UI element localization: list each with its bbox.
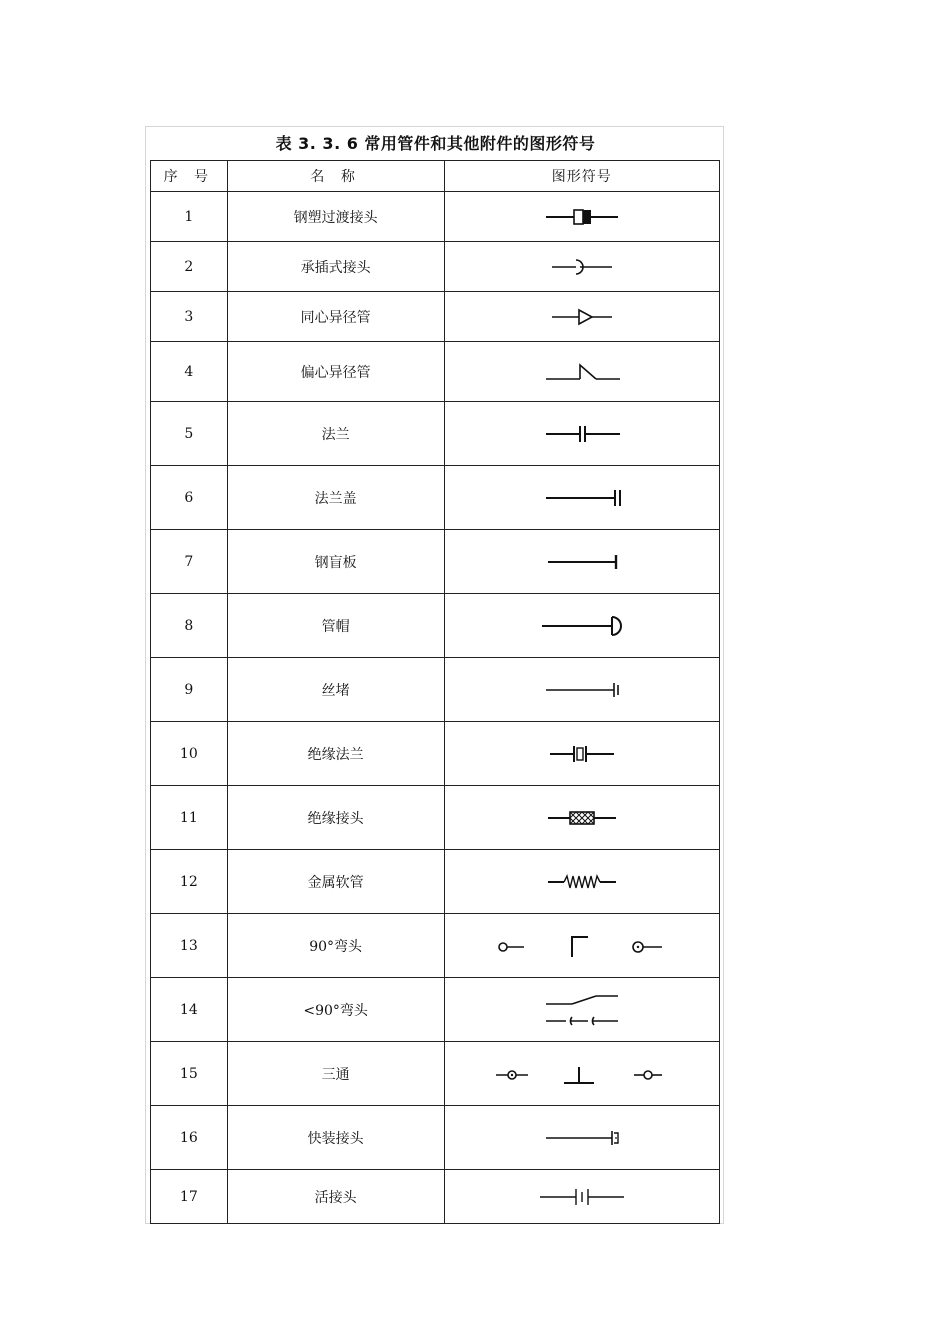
header-name: 名 称 [227,161,444,192]
table-row [151,850,720,914]
row-name: 活接头 [227,1170,444,1224]
row-name: <90°弯头 [227,978,444,1042]
table-row [151,530,720,594]
row-name: 法兰盖 [227,466,444,530]
row-name: 金属软管 [227,850,444,914]
quick-coupling-icon [532,1127,632,1149]
row-number: 16 [151,1106,228,1170]
flange-icon [532,423,632,445]
row-name: 绝缘法兰 [227,722,444,786]
row-number: 13 [151,914,228,978]
header-symbol: 图形符号 [444,161,719,192]
row-name: 绝缘接头 [227,786,444,850]
table-row [151,594,720,658]
header-no: 序 号 [151,161,228,192]
row-number: 14 [151,978,228,1042]
table-row [151,242,720,292]
row-number: 4 [151,342,228,402]
concentric-reducer-icon [532,306,632,328]
steel-blind-plate-icon [532,551,632,573]
table-row [151,1042,720,1106]
table-row [151,1106,720,1170]
table-row [151,192,720,242]
insulating-joint-icon [532,807,632,829]
table-row [151,292,720,342]
row-name: 法兰 [227,402,444,466]
elbow-90-icon [482,933,682,959]
row-name: 管帽 [227,594,444,658]
table-row [151,786,720,850]
row-name: 同心异径管 [227,292,444,342]
table-row [151,1170,720,1224]
socket-joint-icon [532,256,632,278]
row-name: 90°弯头 [227,914,444,978]
table-row [151,342,720,402]
threaded-plug-icon [532,679,632,701]
row-number: 6 [151,466,228,530]
document-page [145,126,724,1224]
table-title: 表 3. 3. 6 常用管件和其他附件的图形符号 [275,134,596,153]
row-number: 17 [151,1170,228,1224]
steel-plastic-transition-joint-icon [532,206,632,228]
pipe-cap-icon [532,613,632,639]
table-header-row [151,161,720,192]
row-name: 丝堵 [227,658,444,722]
table-row [151,658,720,722]
row-name: 钢盲板 [227,530,444,594]
row-number: 5 [151,402,228,466]
table-row [151,978,720,1042]
row-name: 承插式接头 [227,242,444,292]
insulating-flange-icon [532,743,632,765]
row-number: 11 [151,786,228,850]
row-number: 1 [151,192,228,242]
row-number: 7 [151,530,228,594]
row-name: 钢塑过渡接头 [227,192,444,242]
symbol-table [150,160,720,1224]
blind-flange-icon [532,487,632,509]
row-name: 快装接头 [227,1106,444,1170]
row-number: 12 [151,850,228,914]
row-name: 偏心异径管 [227,342,444,402]
row-number: 2 [151,242,228,292]
union-joint-icon [532,1186,632,1208]
metal-hose-icon [532,871,632,893]
elbow-less-than-90-icon [532,990,632,1030]
table-row [151,914,720,978]
table-row [151,402,720,466]
tee-icon [482,1061,682,1087]
eccentric-reducer-icon [532,359,632,385]
table-row [151,722,720,786]
row-number: 15 [151,1042,228,1106]
row-number: 8 [151,594,228,658]
row-number: 10 [151,722,228,786]
row-number: 3 [151,292,228,342]
table-row [151,466,720,530]
row-number: 9 [151,658,228,722]
row-name: 三通 [227,1042,444,1106]
